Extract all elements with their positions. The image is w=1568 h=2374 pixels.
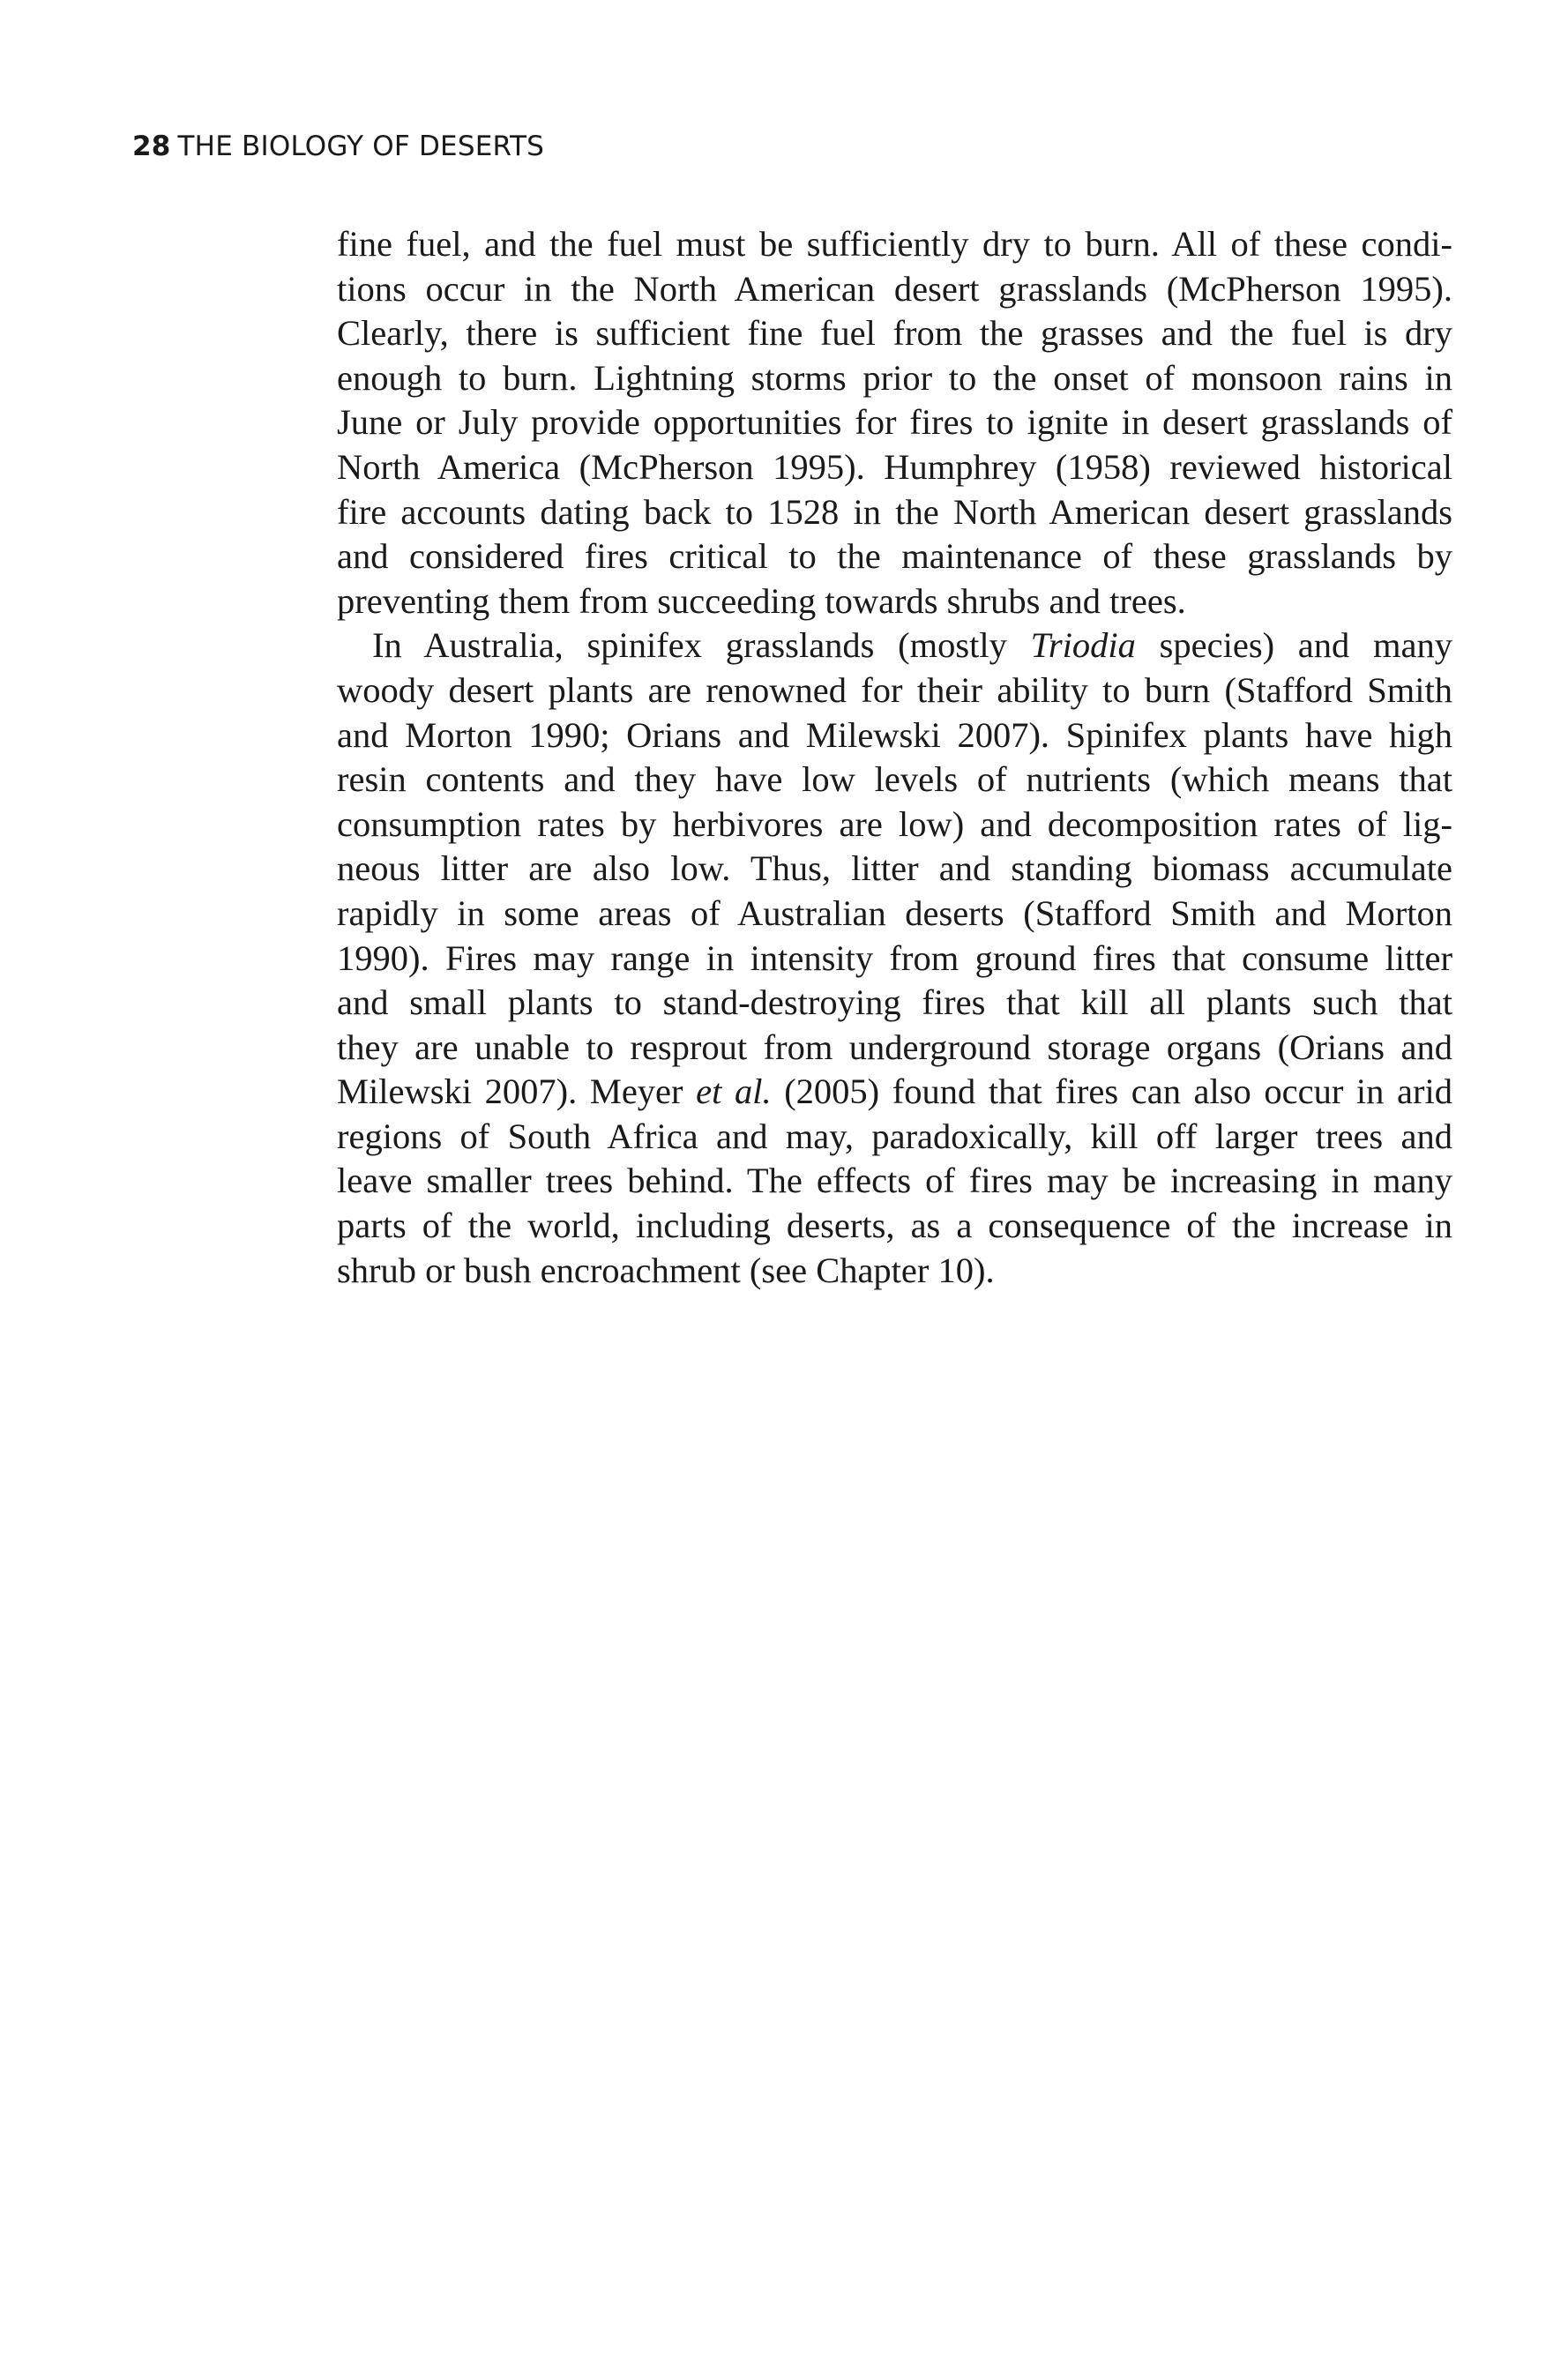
text-line: tions occur in the North American desert grasslands (McPherson 1995).	[337, 268, 1452, 309]
running-title: THE BIOLOGY OF DESERTS	[177, 131, 544, 162]
text-line: Clearly, there is sufficient fine fuel from the grasses and the fuel is dry	[337, 313, 1452, 354]
text-line: enough to burn. Lightning storms prior to the onset of monsoon rains in	[337, 357, 1452, 398]
text-line: resin contents and they have low levels of nutrients (which means that	[337, 759, 1452, 800]
text-line: woody desert plants are renowned for their ability to burn (Stafford Smith	[337, 669, 1452, 710]
text-line: fire accounts dating back to 1528 in the North American desert grasslands	[337, 491, 1452, 532]
text-line: North America (McPherson 1995). Humphrey (1958) reviewed historical	[337, 446, 1452, 487]
text-line: consumption rates by herbivores are low) and decomposition rates of lig-	[337, 803, 1452, 844]
text-line: they are unable to resprout from underground storage organs (Orians and	[337, 1026, 1452, 1067]
text-line	[337, 1070, 1452, 1115]
line-text: Milewski 2007). Meyer	[337, 1071, 697, 1112]
genus-name: Triodia	[1030, 625, 1136, 666]
page-number: 28	[132, 131, 171, 162]
text-line: fine fuel, and the fuel must be sufficiently dry to burn. All of these condi-	[337, 224, 1452, 264]
citation-et-al: et al.	[696, 1071, 772, 1112]
text-line: June or July provide opportunities for fires to ignite in desert grasslands of	[337, 402, 1452, 443]
line-text: (2005) found that fires can also occur in arid	[771, 1071, 1453, 1112]
line-text: species) and many	[1135, 625, 1452, 666]
text-line	[337, 623, 1452, 668]
text-line: preventing them from succeeding towards shrubs and trees.	[337, 580, 1186, 621]
text-line: and Morton 1990; Orians and Milewski 2007). Spinifex plants have high	[337, 714, 1452, 755]
text-line: and small plants to stand-destroying fires that kill all plants such that	[337, 982, 1452, 1023]
paragraph	[337, 623, 1452, 1293]
line-text: In Australia, spinifex grasslands (mostly	[372, 625, 1031, 666]
text-line: rapidly in some areas of Australian deserts (Stafford Smith and Morton	[337, 892, 1452, 933]
text-line: 1990). Fires may range in intensity from ground fires that consume litter	[337, 937, 1452, 978]
text-line: leave smaller trees behind. The effects of fires may be increasing in many	[337, 1161, 1452, 1201]
text-line: and considered fires critical to the maintenance of these grasslands by	[337, 536, 1452, 577]
running-header	[132, 129, 544, 164]
text-line: neous litter are also low. Thus, litter and standing biomass accumulate	[337, 848, 1452, 889]
text-line: parts of the world, including deserts, as a consequence of the increase in	[337, 1206, 1452, 1246]
paragraph	[337, 222, 1452, 623]
text-line: regions of South Africa and may, paradoxically, kill off larger trees and	[337, 1116, 1452, 1156]
text-line: shrub or bush encroachment (see Chapter 10).	[337, 1250, 995, 1290]
body-text	[337, 222, 1452, 1293]
